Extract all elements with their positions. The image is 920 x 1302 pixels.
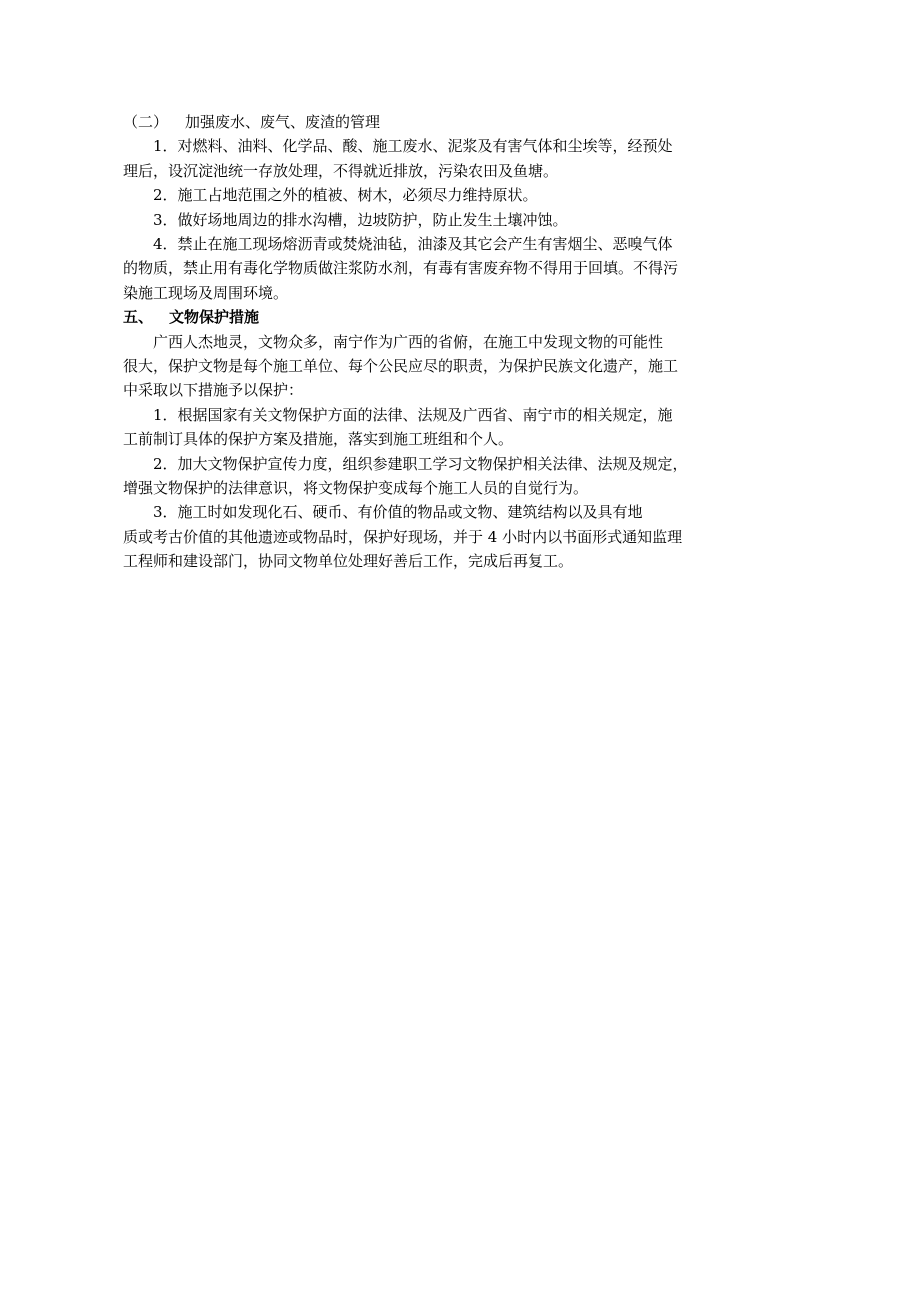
paragraph-line: 1．对燃料、油料、化学品、酸、施工废水、泥浆及有害气体和尘埃等，经预处 <box>153 137 673 156</box>
paragraph-line: 中采取以下措施予以保护： <box>123 381 304 400</box>
paragraph-line: 很大，保护文物是每个施工单位、每个公民应尽的职责，为保护民族文化遗产，施工 <box>123 356 679 375</box>
paragraph-line: 广西人杰地灵，文物众多，南宁作为广西的省俯，在施工中发现文物的可能性 <box>153 332 664 351</box>
section-item-1 <box>123 403 813 452</box>
paragraph-line: 4．禁止在施工现场熔沥青或焚烧油毡，油漆及其它会产生有害烟尘、恶嗅气体 <box>153 234 673 253</box>
paragraph-line: 1．根据国家有关文物保护方面的法律、法规及广西省、南宁市的相关规定，施 <box>153 405 673 424</box>
paragraph-line: 理后，设沉淀池统一存放处理，不得就近排放，污染农田及鱼塘。 <box>123 161 559 180</box>
section-item-2 <box>123 452 813 501</box>
paragraph-line: 工前制订具体的保护方案及措施，落实到施工班组和个人。 <box>123 430 514 449</box>
paragraph-line: 3．做好场地周边的排水沟槽，边坡防护，防止发生土壤冲蚀。 <box>153 210 568 229</box>
subsection-item-4 <box>123 232 813 305</box>
document-page <box>123 110 813 573</box>
section-title: 文物保护措施 <box>169 308 260 327</box>
paragraph-line: 工程师和建设部门，协同文物单位处理好善后工作，完成后再复工。 <box>123 552 574 571</box>
section-item-3 <box>123 500 813 573</box>
paragraph-line: 质或考古价值的其他遗迹或物品时，保护好现场，并于 4 小时内以书面形式通知监理 <box>123 527 683 546</box>
paragraph-line: 增强文物保护的法律意识，将文物保护变成每个施工人员的自觉行为。 <box>123 478 589 497</box>
paragraph-line: 染施工现场及周围环境。 <box>123 283 289 302</box>
paragraph-line: 的物质，禁止用有毒化学物质做注浆防水剂，有毒有害废弃物不得用于回填。不得污 <box>123 259 679 278</box>
paragraph-line: 2．施工占地范围之外的植被、树木，必须尽力维持原状。 <box>153 186 538 205</box>
subsection-heading <box>123 110 813 134</box>
paragraph-line: 3．施工时如发现化石、硬币、有价值的物品或文物、建筑结构以及具有地 <box>153 503 643 522</box>
paragraph-line: 2．加大文物保护宣传力度，组织参建职工学习文物保护相关法律、法规及规定， <box>153 454 688 473</box>
subsection-title: 加强废水、废气、废渣的管理 <box>185 113 381 131</box>
section-heading <box>123 305 813 329</box>
section-intro <box>123 330 813 403</box>
subsection-item-1 <box>123 134 813 183</box>
subsection-item-3 <box>123 208 813 232</box>
subsection-marker: （二） <box>123 113 169 131</box>
subsection-item-2 <box>123 183 813 207</box>
section-marker: 五、 <box>123 308 154 327</box>
